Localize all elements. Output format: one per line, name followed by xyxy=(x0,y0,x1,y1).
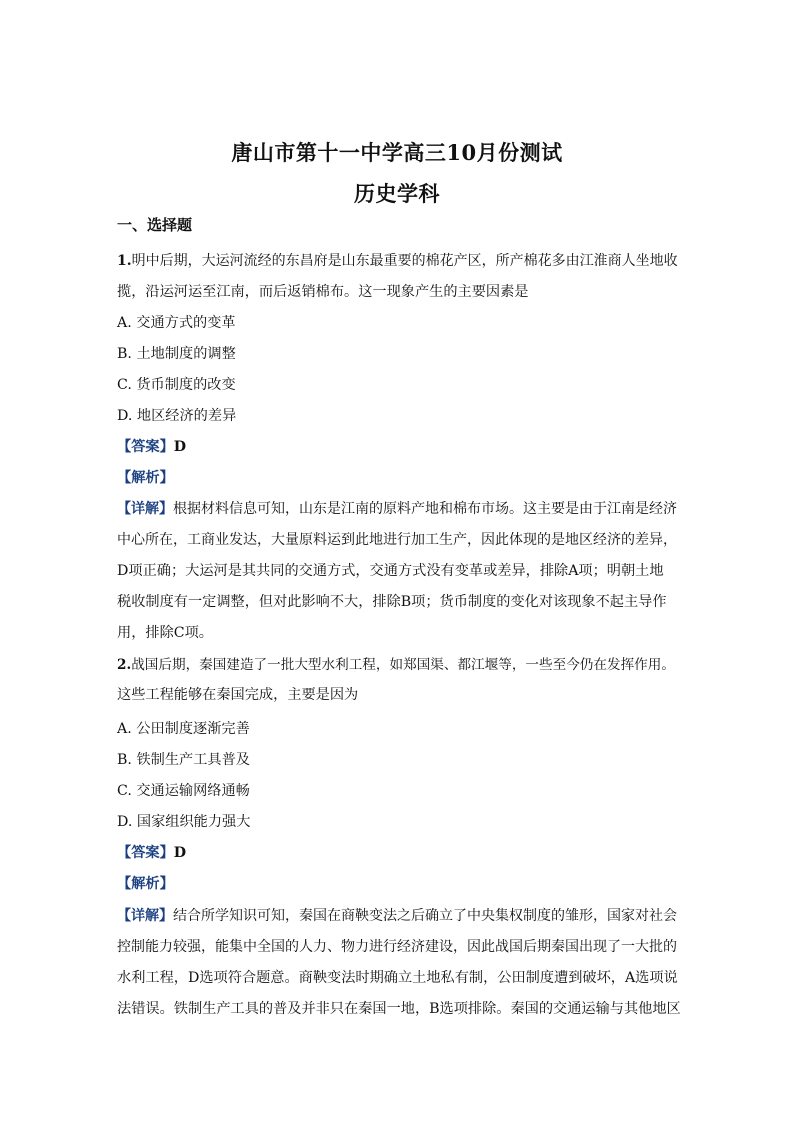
q2-answer: 【答案】D xyxy=(117,845,187,861)
q1-detail-line-4: 税收制度有一定调整，但对此影响不大，排除B项；货币制度的变化对该现象不起主导作 xyxy=(117,594,667,610)
q1-option-a: A. 交通方式的变革 xyxy=(117,315,236,331)
section-heading: 一、选择题 xyxy=(117,216,193,234)
q1-stem-line-1: 1.明中后期，大运河流经的东昌府是山东最重要的棉花产区，所产棉花多由江淮商人坐地收 xyxy=(117,253,678,269)
q1-detail-line-3: D项正确；大运河是其共同的交通方式，交通方式没有变革或差异，排除A项；明朝土地 xyxy=(117,563,664,579)
q2-detail-line-2: 控制能力较强，能集中全国的人力、物力进行经济建设，因此战国后期秦国出现了一大批的 xyxy=(117,939,677,955)
document-subject: 历史学科 xyxy=(354,181,440,206)
q1-option-c: C. 货币制度的改变 xyxy=(117,377,236,393)
q2-stem-line-2: 这些工程能够在秦国完成，主要是因为 xyxy=(117,687,359,703)
q1-answer: 【答案】D xyxy=(117,439,187,455)
q2-option-d: D. 国家组织能力强大 xyxy=(117,814,251,830)
q2-analysis-label: 【解析】 xyxy=(117,876,174,892)
q2-stem-line-1: 2.战国后期，秦国建造了一批大型水利工程，如郑国渠、都江堰等，一些至今仍在发挥作用。 xyxy=(117,657,675,673)
q2-detail-line-4: 法错误。铁制生产工具的普及并非只在秦国一地，B选项排除。秦国的交通运输与其他地区 xyxy=(117,1001,681,1017)
q1-analysis-label: 【解析】 xyxy=(117,470,174,486)
q1-detail-line-1: 【详解】根据材料信息可知，山东是江南的原料产地和棉布市场。这主要是由于江南是经济 xyxy=(117,501,677,517)
q2-option-a: A. 公田制度逐渐完善 xyxy=(117,721,250,737)
q1-option-b: B. 土地制度的调整 xyxy=(117,346,236,362)
document-title: 唐山市第十一中学高三10月份测试 xyxy=(231,140,563,165)
q2-detail-line-3: 水利工程，D选项符合题意。商鞅变法时期确立土地私有制，公田制度遭到破坏，A选项说 xyxy=(117,970,678,986)
q2-option-b: B. 铁制生产工具普及 xyxy=(117,752,250,768)
q1-detail-line-5: 用，排除C项。 xyxy=(117,625,213,641)
q1-stem-line-2: 揽，沿运河运至江南，而后返销棉布。这一现象产生的主要因素是 xyxy=(117,284,529,300)
q2-detail-line-1: 【详解】结合所学知识可知，秦国在商鞅变法之后确立了中央集权制度的雏形，国家对社会 xyxy=(117,908,677,924)
q1-option-d: D. 地区经济的差异 xyxy=(117,408,237,424)
q1-detail-line-2: 中心所在，工商业发达，大量原料运到此地进行加工生产，因此体现的是地区经济的差异， xyxy=(117,532,677,548)
q2-option-c: C. 交通运输网络通畅 xyxy=(117,783,250,799)
